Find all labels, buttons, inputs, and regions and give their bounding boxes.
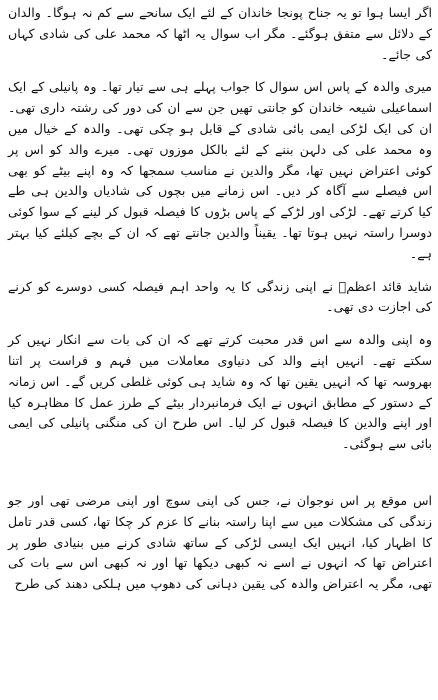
paragraph-engagement: وہ اپنی والدہ سے اس قدر محبت کرتے تھے کہ ان کی بات سے انکار نہیں کر سکتے تھے۔ انہیں اپنے والد کی دنیاوی معاملات میں فہم و فراست پر اتنا بھروسہ تھا کہ انہیں یقین تھا کہ وہ شاید ہی کوئی غلطی کریں گے۔ اس زمانہ کے دستور کے مطابق انہوں نے ایک فرمانبردار بیٹے کے طرز عمل کا مظاہرہ کیا اور اپنے والدین کا فیصلہ قبول کر لیا۔ اس طرح ان کی منگنی پانیلی کی ایمی بائی سے ہوگئی۔: [8, 332, 432, 452]
paragraph-young-man-hesitation: اس موقع پر اس نوجوان نے، جس کی اپنی سوچ اور اپنی مرضی تھی اور جو زندگی کی مشکلات میں سے اپنا راستہ بنانے کا عزم کر چکا تھا، کسی قدر تامل کا اظہار کیا، انہیں ایک ایسی لڑکی کے ساتھ شادی کرنے میں بنیادی طور پر اعتراض تھا کہ انہوں نے اسے نہ کبھی دیکھا تھا اور نہ کبھی اس سے بات کی تھی، مگر یہ اعتراض والدہ کی یقین دہانی کی دھوپ میں ہلکی دھند کی طرح: [8, 492, 432, 592]
paragraph-marriage-decision: اگر ایسا ہوا تو یہ جناح پونجا خاندان کے لئے ایک سانحے سے کم نہ ہوگا۔ والدان کے دلائل سے متفق ہوگئے۔ مگر اب سوال یہ اٹھا کہ محمد علی کی شادی کہاں کی جائے۔: [8, 5, 432, 62]
paragraph-mother-choice: میری والدہ کے پاس اس سوال کا جواب پہلے ہی سے تیار تھا۔ وہ پانیلی کے ایک اسماعیلی شیعہ خاندان کو جانتی تھیں جن سے ان کی دور کی رشتہ داری تھی۔ ان کی ایک لڑکی ایمی بائی شادی کے قابل ہو چکی تھی۔ والدہ کے خیال میں وہ محمد علی کی دلہن بننے کے لئے بالکل موزوں تھی۔ میرے والد کو اس پر کوئی اعتراض نہیں تھا، مگر والدین نے مناسب سمجھا کہ وہ اپنے بیٹے کو بھی اس فیصلے سے آگاہ کر دیں۔ اس زمانے میں بچوں کی شادیاں والدین ہی طے کیا کرتے تھے۔ لڑکی اور لڑکے کے پاس بڑوں کا فیصلہ قبول کر لینے کے سوا کوئی دوسرا راستہ نہیں ہوتا تھا۔ یقیناً والدین جانتے تھے کہ ان کے بچے کیلئے کیا بہتر ہے۔: [8, 79, 432, 261]
paragraph-quaid-permission: شاید قائد اعظمؒ نے اپنی زندگی کا یہ واحد اہم فیصلہ کسی دوسرے کو کرنے کی اجازت دی تھی۔: [8, 278, 432, 315]
